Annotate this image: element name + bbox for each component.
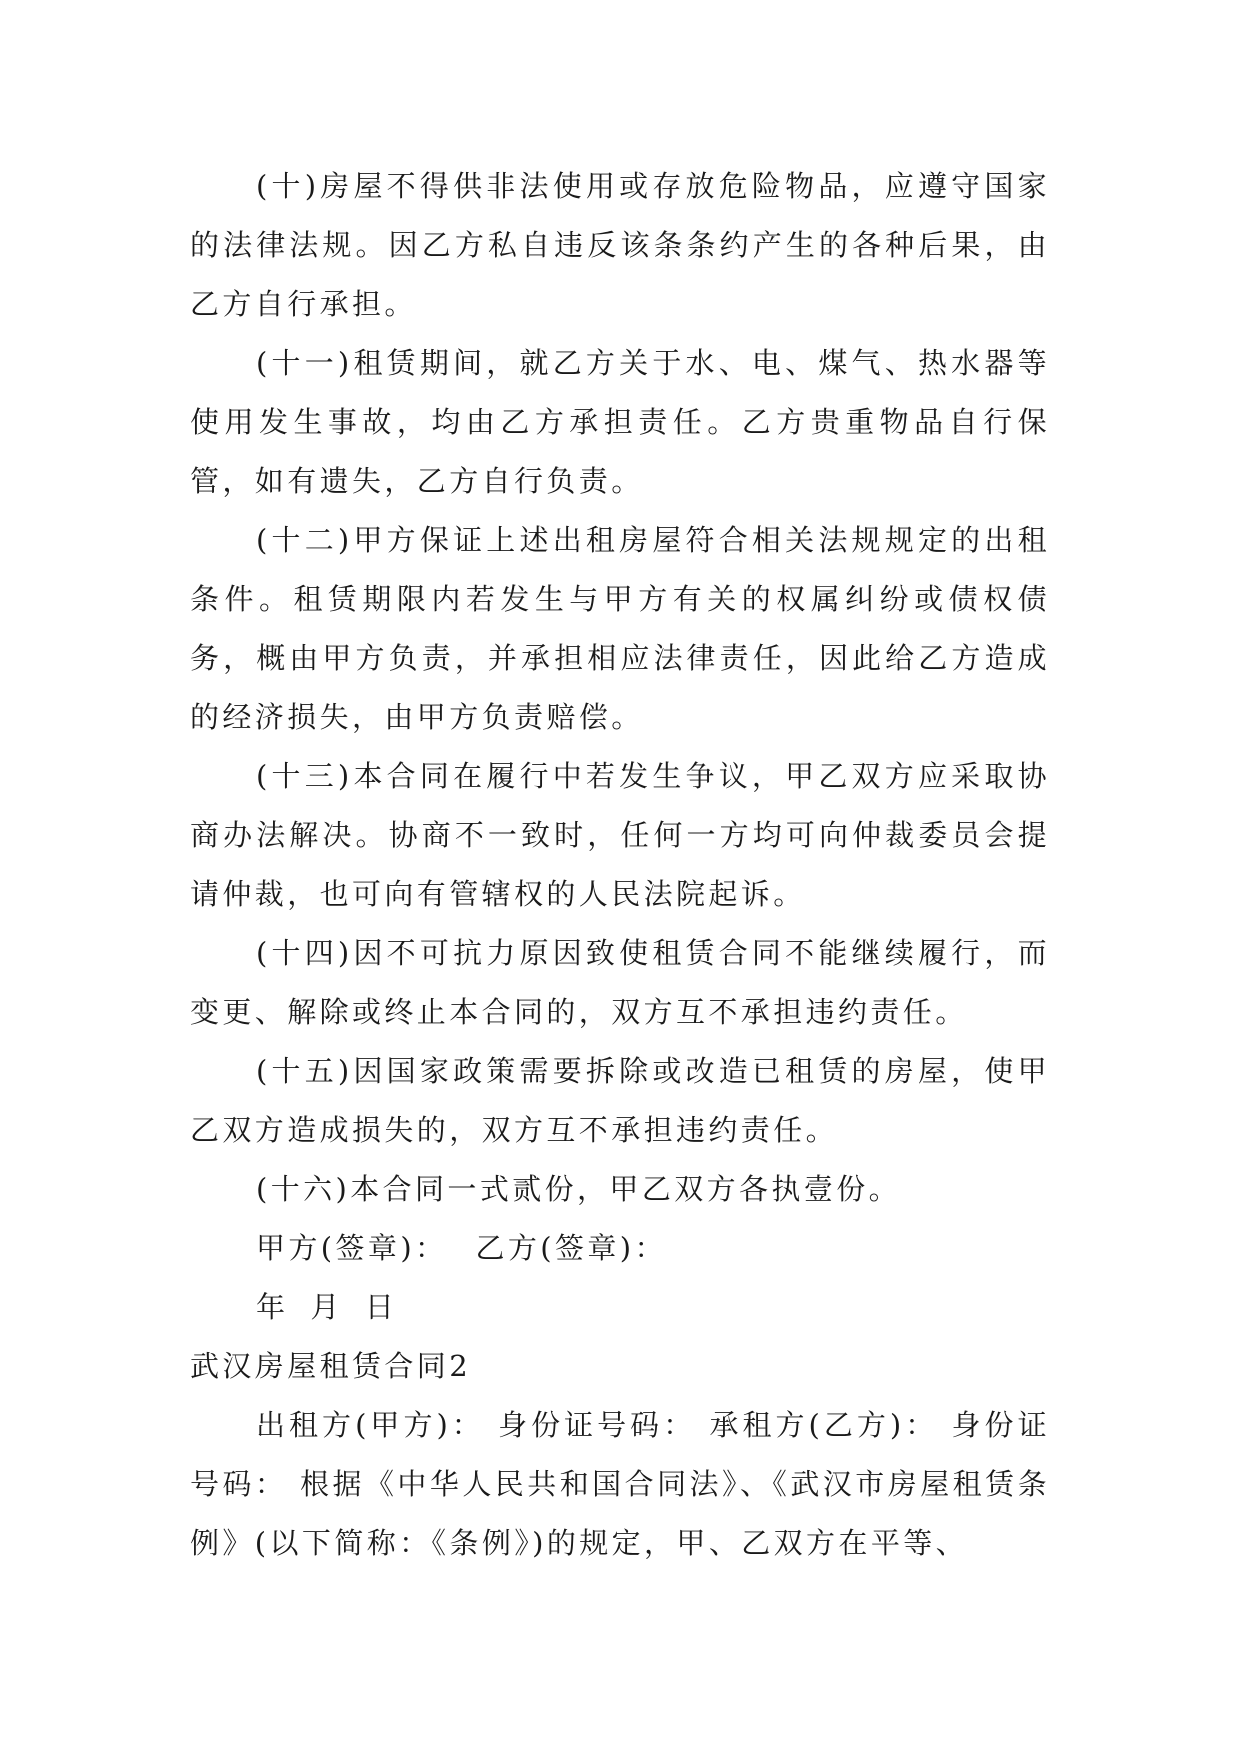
date-line xyxy=(190,1278,1050,1337)
clause-16: (十六)本合同一式贰份，甲乙双方各执壹份。 xyxy=(256,1172,902,1206)
date-year-label: 年 xyxy=(256,1290,289,1324)
clause-12: (十二)甲方保证上述出租房屋符合相关法规规定的出租条件。租赁期限内若发生与甲方有关的权属纠纷或债权债务，概由甲方负责，并承担相应法律责任，因此给乙方造成的经济损失，由甲方负责赔偿。 xyxy=(190,523,1050,734)
date-month-label: 月 xyxy=(310,1290,343,1324)
clause-10: (十)房屋不得供非法使用或存放危险物品，应遵守国家的法律法规。因乙方私自违反该条条约产生的各种后果，由乙方自行承担。 xyxy=(190,169,1050,321)
clause-14: (十四)因不可抗力原因致使租赁合同不能继续履行，而变更、解除或终止本合同的，双方互不承担违约责任。 xyxy=(190,936,1050,1029)
second-contract-title: 武汉房屋租赁合同2 xyxy=(190,1349,472,1383)
second-contract-intro: 出租方(甲方)： 身份证号码： 承租方(乙方)： 身份证号码： 根据《中华人民共和国合同法》、《武汉市房屋租赁条例》(以下简称：《条例》)的规定，甲、乙双方在平等、 xyxy=(190,1408,1050,1560)
date-day-label: 日 xyxy=(364,1290,398,1324)
party-b-signature-label: 乙方(签章)： xyxy=(475,1231,667,1265)
clause-11: (十一)租赁期间，就乙方关于水、电、煤气、热水器等使用发生事故，均由乙方承担责任。乙方贵重物品自行保管，如有遗失，乙方自行负责。 xyxy=(190,346,1050,498)
signature-line xyxy=(190,1219,1050,1278)
party-a-signature-label: 甲方(签章)： xyxy=(256,1231,448,1265)
clause-15: (十五)因国家政策需要拆除或改造已租赁的房屋，使甲乙双方造成损失的，双方互不承担违约责任。 xyxy=(190,1054,1050,1147)
document-body xyxy=(190,157,1050,1573)
clause-13: (十三)本合同在履行中若发生争议，甲乙双方应采取协商办法解决。协商不一致时，任何一方均可向仲裁委员会提请仲裁，也可向有管辖权的人民法院起诉。 xyxy=(190,759,1050,911)
